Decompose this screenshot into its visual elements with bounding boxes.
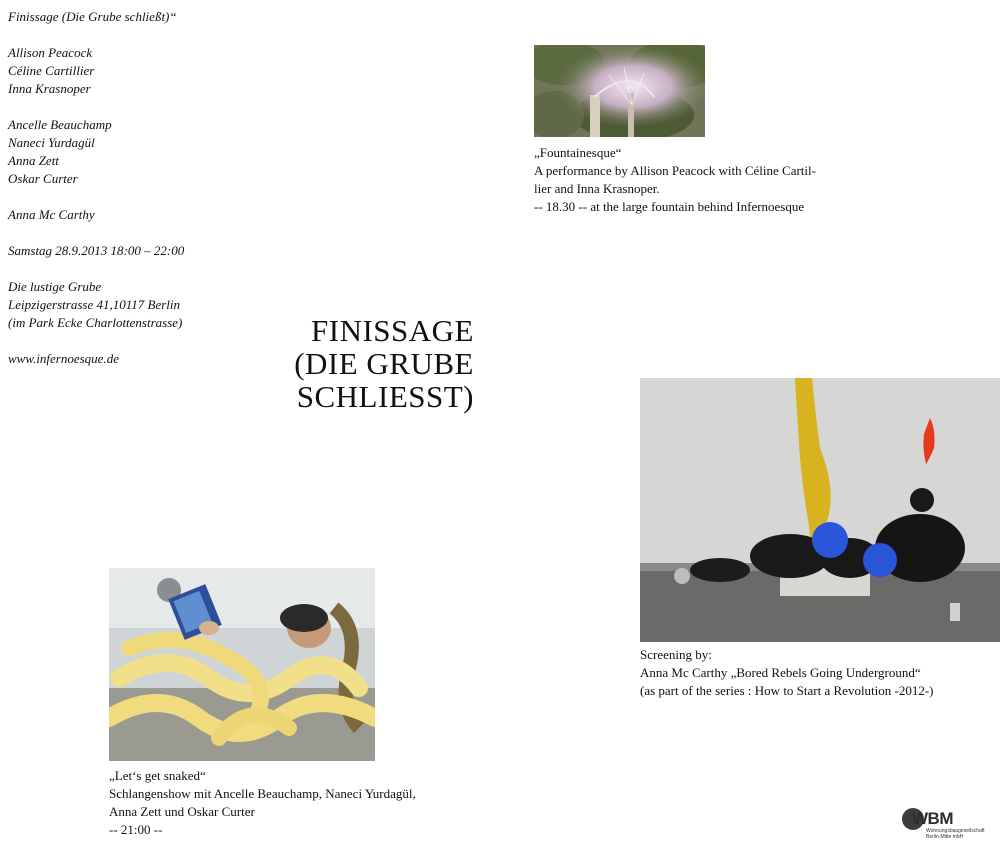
title-line: FINISSAGE xyxy=(311,313,474,348)
logo-wordmark: WBM xyxy=(912,809,953,828)
sponsor-logo xyxy=(902,808,996,840)
venue-note: (im Park Ecke Charlottenstrasse) xyxy=(8,315,183,330)
screening-label: Screening by: xyxy=(640,647,712,662)
artist-name: Naneci Yurdagül xyxy=(8,135,95,150)
artist-name: Anna Zett xyxy=(8,153,59,168)
title-line: (DIE GRUBE xyxy=(294,346,474,381)
page-title xyxy=(262,314,474,413)
logo-subtitle-line: Wohnungsbaugesellschaft xyxy=(926,828,985,834)
artist-name: Ancelle Beauchamp xyxy=(8,117,112,132)
title-line: SCHLIESST) xyxy=(296,379,474,414)
artists-group-1 xyxy=(8,44,268,98)
snake-show-photo xyxy=(109,568,375,761)
event-info-column xyxy=(8,8,268,386)
screening-title: Anna Mc Carthy „Bored Rebels Going Underground“ xyxy=(640,665,921,680)
artist-name: Allison Peacock xyxy=(8,45,93,60)
artist-name: Anna Mc Carthy xyxy=(8,207,95,222)
performance-desc: A performance by Allison Peacock with Céline Cartil- xyxy=(534,163,816,178)
website-link[interactable]: www.infernoesque.de xyxy=(8,351,119,366)
logo-subtitle-line: Berlin-Mitte mbH xyxy=(926,834,964,840)
artist-name: Céline Cartillier xyxy=(8,63,95,78)
performance-desc: lier and Inna Krasnoper. xyxy=(534,181,660,196)
venue-street: Leipzigerstrasse 41,10117 Berlin xyxy=(8,297,181,312)
artist-name: Oskar Curter xyxy=(8,171,78,186)
performance-title: „Fountainesque“ xyxy=(534,145,622,160)
event-name: Finissage (Die Grube schließt)“ xyxy=(8,9,177,24)
venue-address xyxy=(8,278,268,332)
website-line xyxy=(8,350,268,368)
artist-name: Inna Krasnoper xyxy=(8,81,91,96)
fountain-caption xyxy=(534,144,854,216)
event-name-line xyxy=(8,8,268,26)
fountain-photo xyxy=(534,45,705,137)
date-time: Samstag 28.9.2013 18:00 – 22:00 xyxy=(8,243,185,258)
venue-name: Die lustige Grube xyxy=(8,279,102,294)
screening-series: (as part of the series : How to Start a Revolution -2012-) xyxy=(640,683,934,698)
logo-subtitle xyxy=(926,828,985,840)
snake-show-time: -- 21:00 -- xyxy=(109,822,163,837)
screening-photo xyxy=(640,378,1000,642)
snake-show-title: „Let‘s get snaked“ xyxy=(109,768,206,783)
artist-screening xyxy=(8,206,268,224)
artists-group-2 xyxy=(8,116,268,188)
event-date-time xyxy=(8,242,268,260)
performance-time: -- 18.30 -- at the large fountain behind Infernoesque xyxy=(534,199,805,214)
snake-show-caption xyxy=(109,767,469,839)
snake-show-desc: Schlangenshow mit Ancelle Beauchamp, Naneci Yurdagül, xyxy=(109,786,416,801)
snake-show-desc: Anna Zett und Oskar Curter xyxy=(109,804,255,819)
screening-caption xyxy=(640,646,980,700)
